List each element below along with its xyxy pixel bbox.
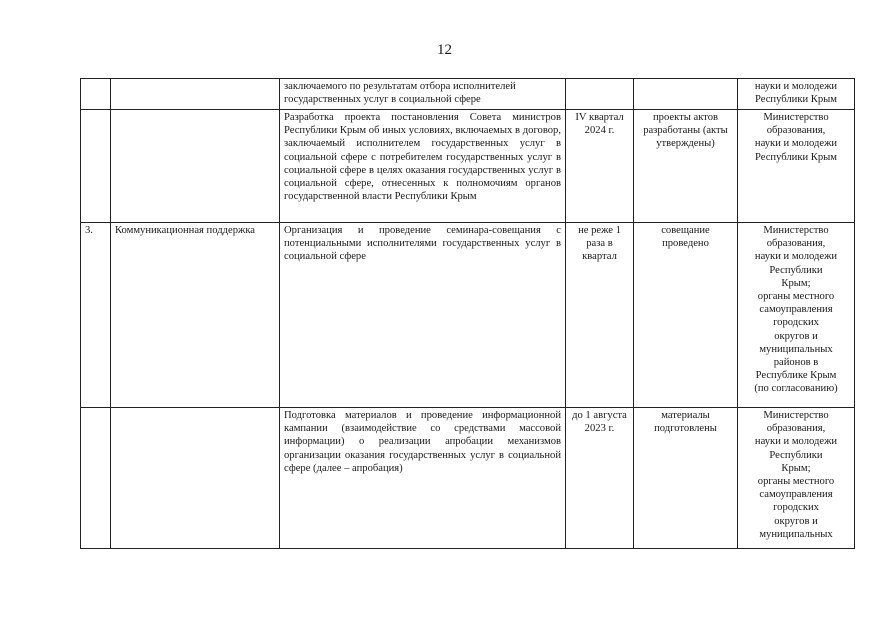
responsible-cell (738, 110, 855, 223)
deadline-cell: до 1 августа 2023 г. (566, 408, 634, 549)
responsible-line: Республики (769, 264, 823, 276)
responsible-cell (738, 408, 855, 549)
responsible-line: самоуправления (759, 304, 833, 316)
row-number-cell (81, 79, 111, 110)
row-number-cell: 3. (81, 223, 111, 408)
result-cell (634, 79, 738, 110)
responsible-line: науки и молодежи (754, 251, 838, 263)
deadline-cell: IV квартал 2024 г. (566, 110, 634, 223)
responsible-cell (738, 79, 855, 110)
section-cell: Коммуникационная поддержка (111, 223, 280, 408)
responsible-line: муниципальных (759, 343, 833, 355)
responsible-line: образования, (766, 238, 826, 250)
responsible-line: округов и (774, 330, 818, 342)
responsible-line: муниципальных (759, 528, 833, 540)
activity-cell (280, 79, 566, 110)
responsible-line: науки и молодежи (754, 138, 838, 150)
activity-line: государственных услуг в социальной сфере (284, 94, 481, 106)
activity-plan-table (80, 78, 855, 549)
row-number-cell (81, 408, 111, 549)
section-cell (111, 408, 280, 549)
deadline-cell (566, 79, 634, 110)
responsible-line: Республики Крым (755, 94, 837, 106)
responsible-line: Министерство (763, 410, 829, 421)
responsible-line: (по согласованию) (754, 383, 838, 395)
responsible-line: Министерство (763, 225, 829, 236)
result-cell: материалы подготовлены (634, 408, 738, 549)
responsible-line: образования, (766, 125, 826, 137)
responsible-line: городских (773, 502, 819, 514)
responsible-line: районов в (773, 357, 819, 369)
responsible-line: органы местного (757, 291, 835, 303)
table-row (81, 79, 855, 110)
responsible-line: образования, (766, 423, 826, 435)
table-row (81, 408, 855, 549)
responsible-line: городских (773, 317, 819, 329)
responsible-line: Республики Крым (755, 151, 837, 163)
table-row (81, 110, 855, 223)
responsible-line: науки и молодежи (754, 81, 838, 92)
table-row (81, 223, 855, 408)
responsible-line: науки и молодежи (754, 436, 838, 448)
responsible-cell (738, 223, 855, 408)
responsible-line: самоуправления (759, 489, 833, 501)
result-cell: проекты актов разработаны (акты утверждены) (634, 110, 738, 223)
responsible-line: органы местного (757, 476, 835, 488)
deadline-cell: не реже 1 раза в квартал (566, 223, 634, 408)
responsible-line: Крым; (781, 462, 811, 474)
responsible-line: Республики (769, 449, 823, 461)
responsible-line: Республике Крым (755, 370, 837, 382)
responsible-line: Крым; (781, 277, 811, 289)
section-cell (111, 110, 280, 223)
responsible-line: Министерство (763, 112, 829, 123)
page-number: 12 (437, 42, 452, 58)
result-cell: совещание проведено (634, 223, 738, 408)
responsible-line: округов и (774, 515, 818, 527)
section-cell (111, 79, 280, 110)
activity-cell: Организация и проведение семинара-совещания с потенциальными исполнителями государственных услуг в социальной сфере (280, 223, 566, 408)
activity-cell: Разработка проекта постановления Совета министров Республики Крым об иных условиях, включаемых в договор, заключаемый исполнителем государственных услуг в социальной сфере с потребителем государственных услуг в социальной сфере в целях оказания государственных услуг в социальной сфере, отнесенных к полномочиям органов государственной власти Республики Крым (280, 110, 566, 223)
row-number-cell (81, 110, 111, 223)
activity-line: заключаемого по результатам отбора исполнителей (284, 81, 516, 92)
activity-cell: Подготовка материалов и проведение информационной кампании (взаимодействие со средствами массовой информации) о реализации апробации механизмов организации оказания государственных услуг в социальной сфере (далее – апробация) (280, 408, 566, 549)
